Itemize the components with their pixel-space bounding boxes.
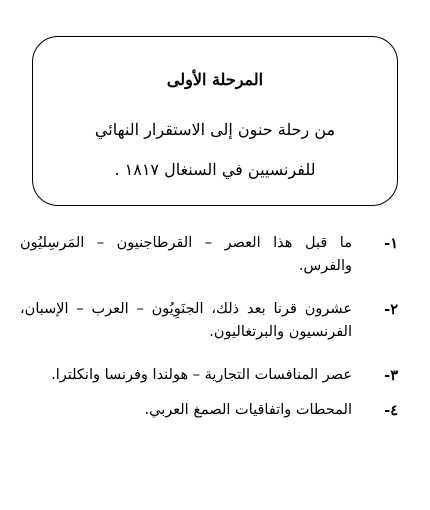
- list-item-text: ما قبل هذا العصر – القرطاجنيون – المَرسِليُون والفرس.: [20, 235, 352, 274]
- section-subtitle-line-1: من رحلة حنون إلى الاستقرار النهائي: [94, 120, 336, 139]
- list-item-2: [20, 298, 402, 344]
- list-item-1: [20, 232, 402, 278]
- list-item-number: ٢-: [384, 301, 398, 318]
- list-item-number: ١-: [384, 235, 398, 252]
- title-box: [32, 36, 398, 206]
- list-item-text: المحطات واتفاقيات الصمغ العربي.: [144, 402, 352, 418]
- list-item-4: [20, 399, 402, 422]
- topics-list: [20, 232, 402, 442]
- list-item-text: عشرون قرنا بعد ذلك، الجنَوِيُون – العرب – الإسبان، الفرنسيون والبرتغاليون.: [20, 301, 352, 340]
- list-item-number: ٣-: [384, 367, 398, 384]
- list-item-3: [20, 364, 402, 387]
- list-item-number: ٤-: [384, 402, 398, 419]
- list-item-text: عصر المنافسات التجارية – هولندا وفرنسا وانكلترا.: [51, 367, 352, 383]
- section-heading: المرحلة الأولى: [166, 70, 264, 89]
- section-subtitle-line-2: للفرنسيين في السنغال ١٨١٧ .: [114, 160, 316, 179]
